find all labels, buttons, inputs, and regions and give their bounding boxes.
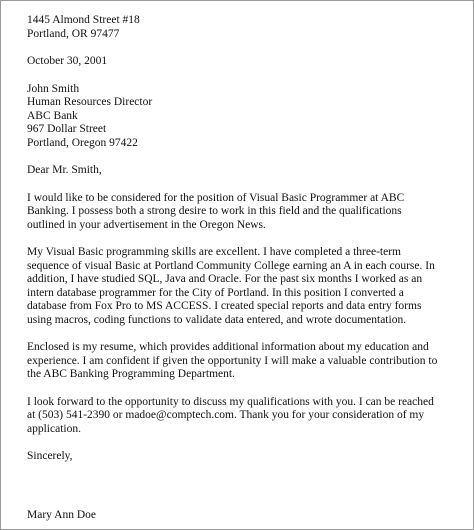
salutation-text: Dear Mr. Smith, (27, 164, 102, 176)
paragraph-line: experience. I am confident if given the opportunity I will make a valuable contribution to (27, 354, 438, 367)
paragraph-line: at (503) 541-2390 or madoe@comptech.com. Thank you for your consideration of my (27, 409, 425, 421)
paragraph-line: application. (27, 422, 81, 435)
closing-text: Sincerely, (27, 450, 73, 462)
paragraph-line: outlined in your advertisement in the Oregon News. (27, 218, 266, 231)
paragraph-line: My Visual Basic programming skills are excellent. I have completed a three-term (27, 246, 402, 258)
body-paragraph-2 (27, 246, 463, 327)
paragraph-line: database from Fox Pro to MS ACCESS. I created special reports and data entry forms (27, 300, 422, 312)
recipient-city: Portland, Oregon 97422 (27, 136, 138, 149)
body-paragraph-4 (27, 396, 463, 437)
body-paragraph-3 (27, 341, 463, 382)
paragraph-line: Enclosed is my resume, which provides additional information about my education and (27, 341, 429, 353)
sender-street: 1445 Almond Street #18 (27, 14, 140, 26)
salutation (27, 164, 463, 178)
recipient-address (27, 83, 463, 151)
paragraph-line: Banking. I possess both a strong desire to work in this field and the qualifications (27, 205, 402, 217)
recipient-company: ABC Bank (27, 109, 78, 122)
signature (27, 509, 463, 523)
sender-address (27, 14, 463, 41)
sender-city: Portland, OR 97477 (27, 27, 120, 40)
paragraph-line: I look forward to the opportunity to discuss my qualifications with you. I can be reached (27, 395, 434, 408)
paragraph-line: sequence of visual Basic at Portland Community College earning an A in each course. In (27, 259, 435, 272)
closing (27, 450, 463, 464)
recipient-street: 967 Dollar Street (27, 123, 107, 135)
body-paragraph-1 (27, 192, 463, 233)
paragraph-line: using macros, coding functions to validate data entered, and wrote documentation. (27, 313, 407, 326)
letter-date (27, 55, 463, 69)
recipient-title: Human Resources Director (27, 96, 153, 108)
paragraph-line: I would like to be considered for the position of Visual Basic Programmer at ABC (27, 191, 405, 204)
paragraph-line: addition, I have studied SQL, Java and Oracle. For the past six months I worked as an (27, 273, 423, 285)
paragraph-line: intern database programmer for the City of Portland. In this position I converted a (27, 286, 404, 299)
paragraph-line: the ABC Banking Programming Department. (27, 368, 235, 380)
date-text: October 30, 2001 (27, 55, 108, 67)
signature-name: Mary Ann Doe (27, 508, 96, 521)
recipient-name: John Smith (27, 82, 80, 95)
